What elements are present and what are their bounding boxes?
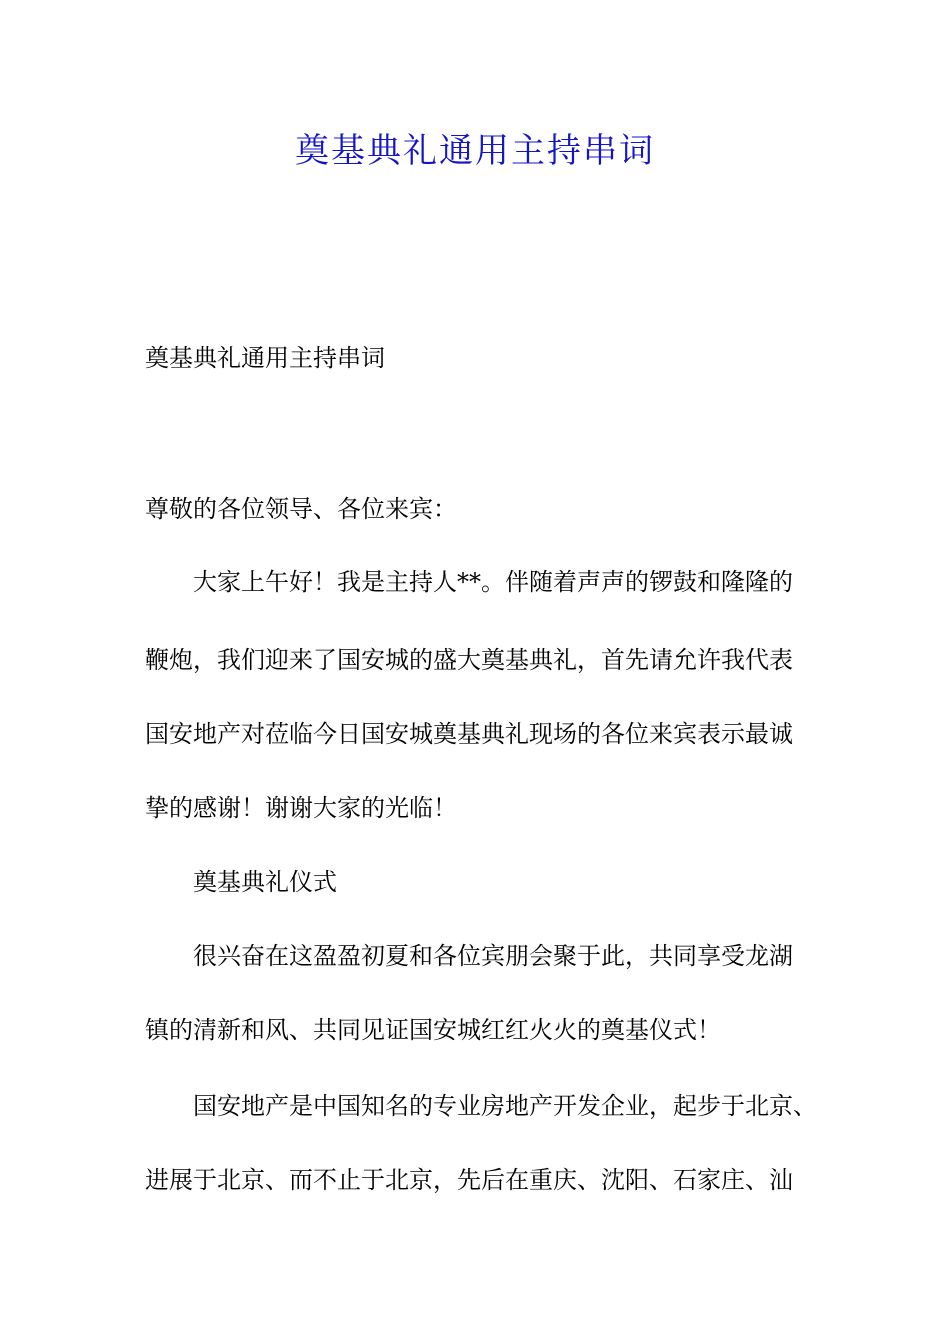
paragraph-line: 大家上午好！我是主持人**。伴随着声声的锣鼓和隆隆的 bbox=[193, 568, 793, 596]
paragraph-line: 镇的清新和风、共同见证国安城红红火火的奠基仪式！ bbox=[145, 1016, 721, 1044]
document-title: 奠基典礼通用主持串词 bbox=[295, 131, 655, 171]
salutation-line: 尊敬的各位领导、各位来宾： bbox=[145, 495, 457, 523]
paragraph-line: 挚的感谢！谢谢大家的光临！ bbox=[145, 794, 457, 822]
section-heading-line: 奠基典礼仪式 bbox=[193, 868, 337, 896]
paragraph-line: 很兴奋在这盈盈初夏和各位宾朋会聚于此，共同享受龙湖 bbox=[193, 942, 793, 970]
subtitle-line: 奠基典礼通用主持串词 bbox=[145, 344, 385, 372]
paragraph-line: 鞭炮，我们迎来了国安城的盛大奠基典礼，首先请允许我代表 bbox=[145, 646, 793, 674]
paragraph-line: 国安地产对莅临今日国安城奠基典礼现场的各位来宾表示最诚 bbox=[145, 720, 793, 748]
paragraph-line: 进展于北京、而不止于北京，先后在重庆、沈阳、石家庄、汕 bbox=[145, 1166, 793, 1194]
paragraph-line: 国安地产是中国知名的专业房地产开发企业，起步于北京、 bbox=[193, 1092, 817, 1120]
